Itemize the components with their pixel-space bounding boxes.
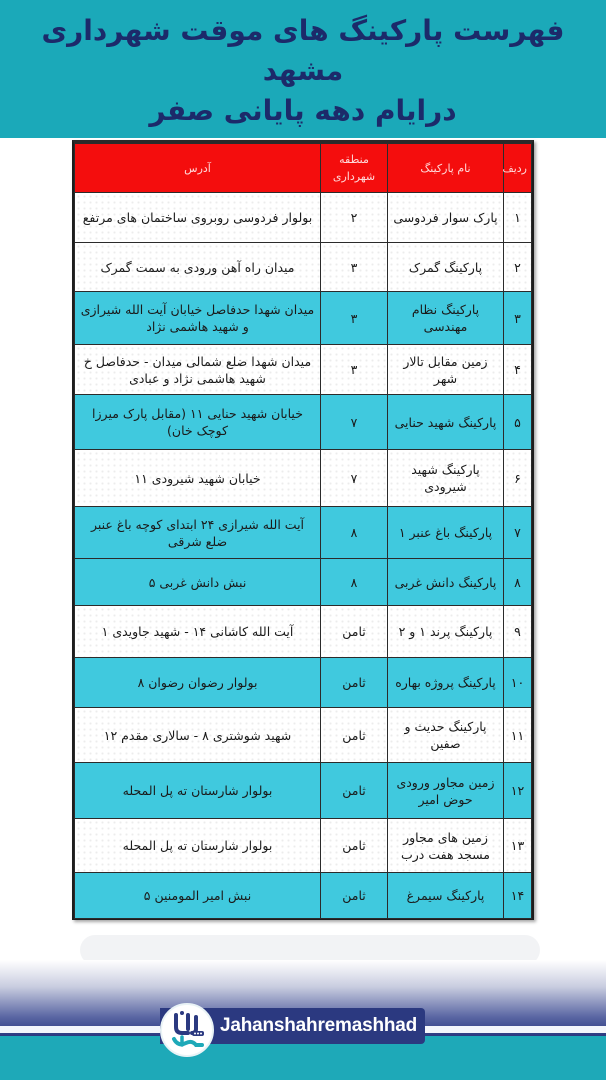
table-row xyxy=(75,873,532,919)
cell-address: بولوار شارستان ته پل المحله xyxy=(75,819,321,873)
cell-row-number: ۳ xyxy=(504,292,532,345)
column-header-address: آدرس xyxy=(75,144,321,193)
cell-row-number: ۲ xyxy=(504,243,532,292)
table-row xyxy=(75,658,532,708)
cell-row-number: ۶ xyxy=(504,450,532,507)
cell-address: بولوار شارستان ته پل المحله xyxy=(75,763,321,819)
cell-row-number: ۱۳ xyxy=(504,819,532,873)
cell-address: نبش امیر المومنین ۵ xyxy=(75,873,321,919)
table-row xyxy=(75,345,532,395)
cell-region: ۸ xyxy=(321,507,388,559)
cell-region: ۳ xyxy=(321,292,388,345)
title-banner xyxy=(0,0,606,138)
cell-parking-name: زمین های مجاور مسجد هفت درب xyxy=(388,819,504,873)
cell-region: ۳ xyxy=(321,345,388,395)
parking-table xyxy=(74,143,532,919)
cell-parking-name: زمین مجاور ورودی حوض امیر xyxy=(388,763,504,819)
cell-row-number: ۷ xyxy=(504,507,532,559)
cell-row-number: ۴ xyxy=(504,345,532,395)
cell-region: ثامن xyxy=(321,658,388,708)
column-header-row: ردیف xyxy=(504,144,532,193)
cell-parking-name: پارکینگ نظام مهندسی xyxy=(388,292,504,345)
jahanshahr-logo-icon xyxy=(160,1003,214,1057)
cell-region: ثامن xyxy=(321,763,388,819)
cell-parking-name: پارکینگ شهید شیرودی xyxy=(388,450,504,507)
parking-table-container xyxy=(72,140,534,920)
cell-row-number: ۱۲ xyxy=(504,763,532,819)
title-line-1: فهرست پارکینگ های موقت شهرداری مشهد xyxy=(41,14,565,87)
cell-address: خیابان شهید حنایی ۱۱ (مقابل پارک میرزا کوچک خان) xyxy=(75,395,321,450)
cell-parking-name: پارکینگ پرند ۱ و ۲ xyxy=(388,606,504,658)
brand-name: Jahanshahremashhad xyxy=(220,1015,418,1036)
table-row xyxy=(75,193,532,243)
cell-row-number: ۹ xyxy=(504,606,532,658)
title-line-2: درایام دهه پایانی صفر xyxy=(149,94,457,127)
brand-bar xyxy=(160,1008,425,1044)
cell-row-number: ۱ xyxy=(504,193,532,243)
cell-address: میدان شهدا ضلع شمالی میدان - حدفاصل خ شهید هاشمی نژاد و عبادی xyxy=(75,345,321,395)
cell-address: میدان شهدا حدفاصل خیابان آیت الله شیرازی و شهید هاشمی نژاد xyxy=(75,292,321,345)
cell-address: آیت الله شیرازی ۲۴ ابتدای کوچه باغ عنبر ضلع شرقی xyxy=(75,507,321,559)
cell-region: ثامن xyxy=(321,819,388,873)
cell-parking-name: پارکینگ سیمرغ xyxy=(388,873,504,919)
cell-row-number: ۱۱ xyxy=(504,708,532,763)
cell-address: خیابان شهید شیرودی ۱۱ xyxy=(75,450,321,507)
cell-parking-name: پارکینگ حدیث و صفین xyxy=(388,708,504,763)
cell-region: ۳ xyxy=(321,243,388,292)
cell-region: ثامن xyxy=(321,873,388,919)
cell-parking-name: پارکینگ شهید حنایی xyxy=(388,395,504,450)
cell-row-number: ۱۴ xyxy=(504,873,532,919)
cell-region: ۷ xyxy=(321,395,388,450)
cell-row-number: ۸ xyxy=(504,559,532,606)
cell-parking-name: پارکینگ دانش غربی xyxy=(388,559,504,606)
cell-parking-name: پارکینگ باغ عنبر ۱ xyxy=(388,507,504,559)
table-row xyxy=(75,450,532,507)
cell-row-number: ۵ xyxy=(504,395,532,450)
table-row xyxy=(75,819,532,873)
table-header-row xyxy=(75,144,532,193)
cell-address: شهید شوشتری ۸ - سالاری مقدم ۱۲ xyxy=(75,708,321,763)
cell-region: ۷ xyxy=(321,450,388,507)
cell-region: ۸ xyxy=(321,559,388,606)
cell-region: ثامن xyxy=(321,606,388,658)
cell-parking-name: زمین مقابل تالار شهر xyxy=(388,345,504,395)
table-row xyxy=(75,395,532,450)
column-header-name: نام پارکینگ xyxy=(388,144,504,193)
cell-address: بولوار فردوسی روبروی ساختمان های مرتفع xyxy=(75,193,321,243)
cell-address: آیت الله کاشانی ۱۴ - شهید جاویدی ۱ xyxy=(75,606,321,658)
table-row xyxy=(75,763,532,819)
cell-row-number: ۱۰ xyxy=(504,658,532,708)
cell-address: نبش دانش غربی ۵ xyxy=(75,559,321,606)
table-row xyxy=(75,292,532,345)
table-row xyxy=(75,606,532,658)
cell-address: میدان راه آهن ورودی به سمت گمرک xyxy=(75,243,321,292)
table-row xyxy=(75,559,532,606)
table-row xyxy=(75,507,532,559)
column-header-region: منطقه شهرداری xyxy=(321,144,388,193)
cell-parking-name: پارک سوار فردوسی xyxy=(388,193,504,243)
cell-parking-name: پارکینگ پروژه بهاره xyxy=(388,658,504,708)
cell-region: ثامن xyxy=(321,708,388,763)
cell-parking-name: پارکینگ گمرک xyxy=(388,243,504,292)
cell-region: ۲ xyxy=(321,193,388,243)
cell-address: بولوار رضوان رضوان ۸ xyxy=(75,658,321,708)
table-row xyxy=(75,243,532,292)
table-row xyxy=(75,708,532,763)
